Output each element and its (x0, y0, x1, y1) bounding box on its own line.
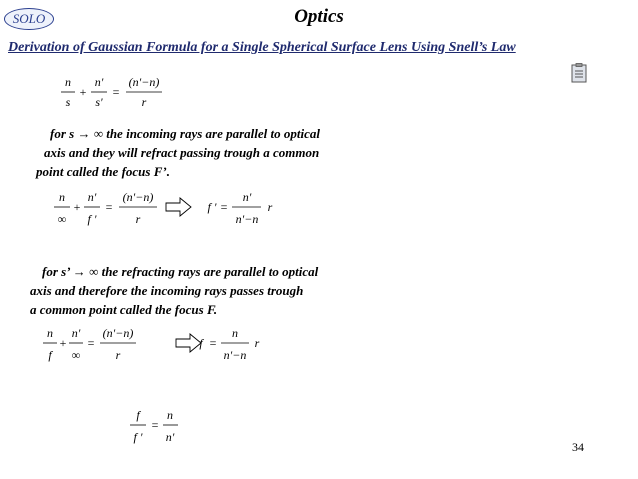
eq4-fp: f ' (133, 430, 143, 444)
eq3-result-den: n'−n (223, 348, 247, 362)
eq1-s: s (65, 95, 71, 109)
equation-focus-f-prime (48, 186, 278, 232)
eq4-np: n' (165, 430, 175, 444)
eq3-n: n (47, 326, 53, 340)
para1-line1: for s → ∞ the incoming rays are parallel to optical (50, 126, 320, 141)
right-arrow-icon (176, 334, 201, 352)
eq4-f: f (136, 408, 140, 422)
eq2-n: n (59, 190, 65, 204)
eq2-diff: (n'−n) (122, 190, 154, 204)
para2-line2: axis and therefore the incoming rays passes trough (30, 283, 304, 298)
eq3-r: r (115, 348, 121, 362)
solo-badge-label: SOLO (12, 11, 46, 26)
eq3-diff: (n'−n) (102, 326, 134, 340)
eq2-equals: = (105, 200, 113, 214)
right-arrow-icon (166, 198, 191, 216)
eq2-result-lhs: f ' (207, 200, 217, 214)
eq3-plus: + (59, 336, 67, 350)
eq1-np: n' (94, 75, 104, 89)
equation-gaussian (56, 72, 176, 114)
eq4-equals: = (151, 418, 159, 432)
notes-icon[interactable] (571, 63, 587, 83)
eq2-result-r: r (267, 200, 273, 214)
page-subtitle: Derivation of Gaussian Formula for a Single Spherical Surface Lens Using Snell’s Law (8, 40, 516, 55)
paragraph-focus-f-prime (36, 124, 320, 181)
para1-line2: axis and they will refract passing trough a common (44, 145, 320, 160)
eq2-result-den: n'−n (235, 212, 259, 226)
para2-line3: a common point called the focus F. (30, 302, 218, 317)
para1-line3: point called the focus F’. (36, 164, 170, 179)
eq2-inf: ∞ (57, 212, 67, 226)
eq1-equals: = (112, 85, 120, 99)
eq4-n: n (167, 408, 173, 422)
eq3-equals: = (87, 336, 95, 350)
eq3-inf: ∞ (71, 348, 81, 362)
equation-focal-ratio (124, 404, 184, 448)
eq3-result-r: r (254, 336, 260, 350)
eq3-f: f (48, 348, 52, 362)
eq2-fp: f ' (87, 212, 97, 226)
para2-line1: for s’ → ∞ the refracting rays are parallel to optical (42, 264, 319, 279)
eq1-sp: s' (95, 95, 103, 109)
eq1-r: r (141, 95, 147, 109)
page-title: Optics (294, 6, 344, 27)
eq1-n: n (65, 75, 71, 89)
eq3-np: n' (71, 326, 81, 340)
eq1-plus: + (79, 85, 87, 99)
eq3-result-num: n (232, 326, 238, 340)
eq3-result-equals: = (209, 336, 217, 350)
eq2-np: n' (87, 190, 97, 204)
eq2-result-num: n' (242, 190, 252, 204)
eq3-result-lhs: f (199, 336, 203, 350)
page-number: 34 (572, 440, 584, 454)
eq2-r: r (135, 212, 141, 226)
paragraph-focus-f (30, 262, 318, 319)
eq1-diff: (n'−n) (128, 75, 160, 89)
equation-focus-f (38, 322, 268, 368)
eq2-plus: + (73, 200, 81, 214)
eq2-result-equals: = (220, 200, 228, 214)
